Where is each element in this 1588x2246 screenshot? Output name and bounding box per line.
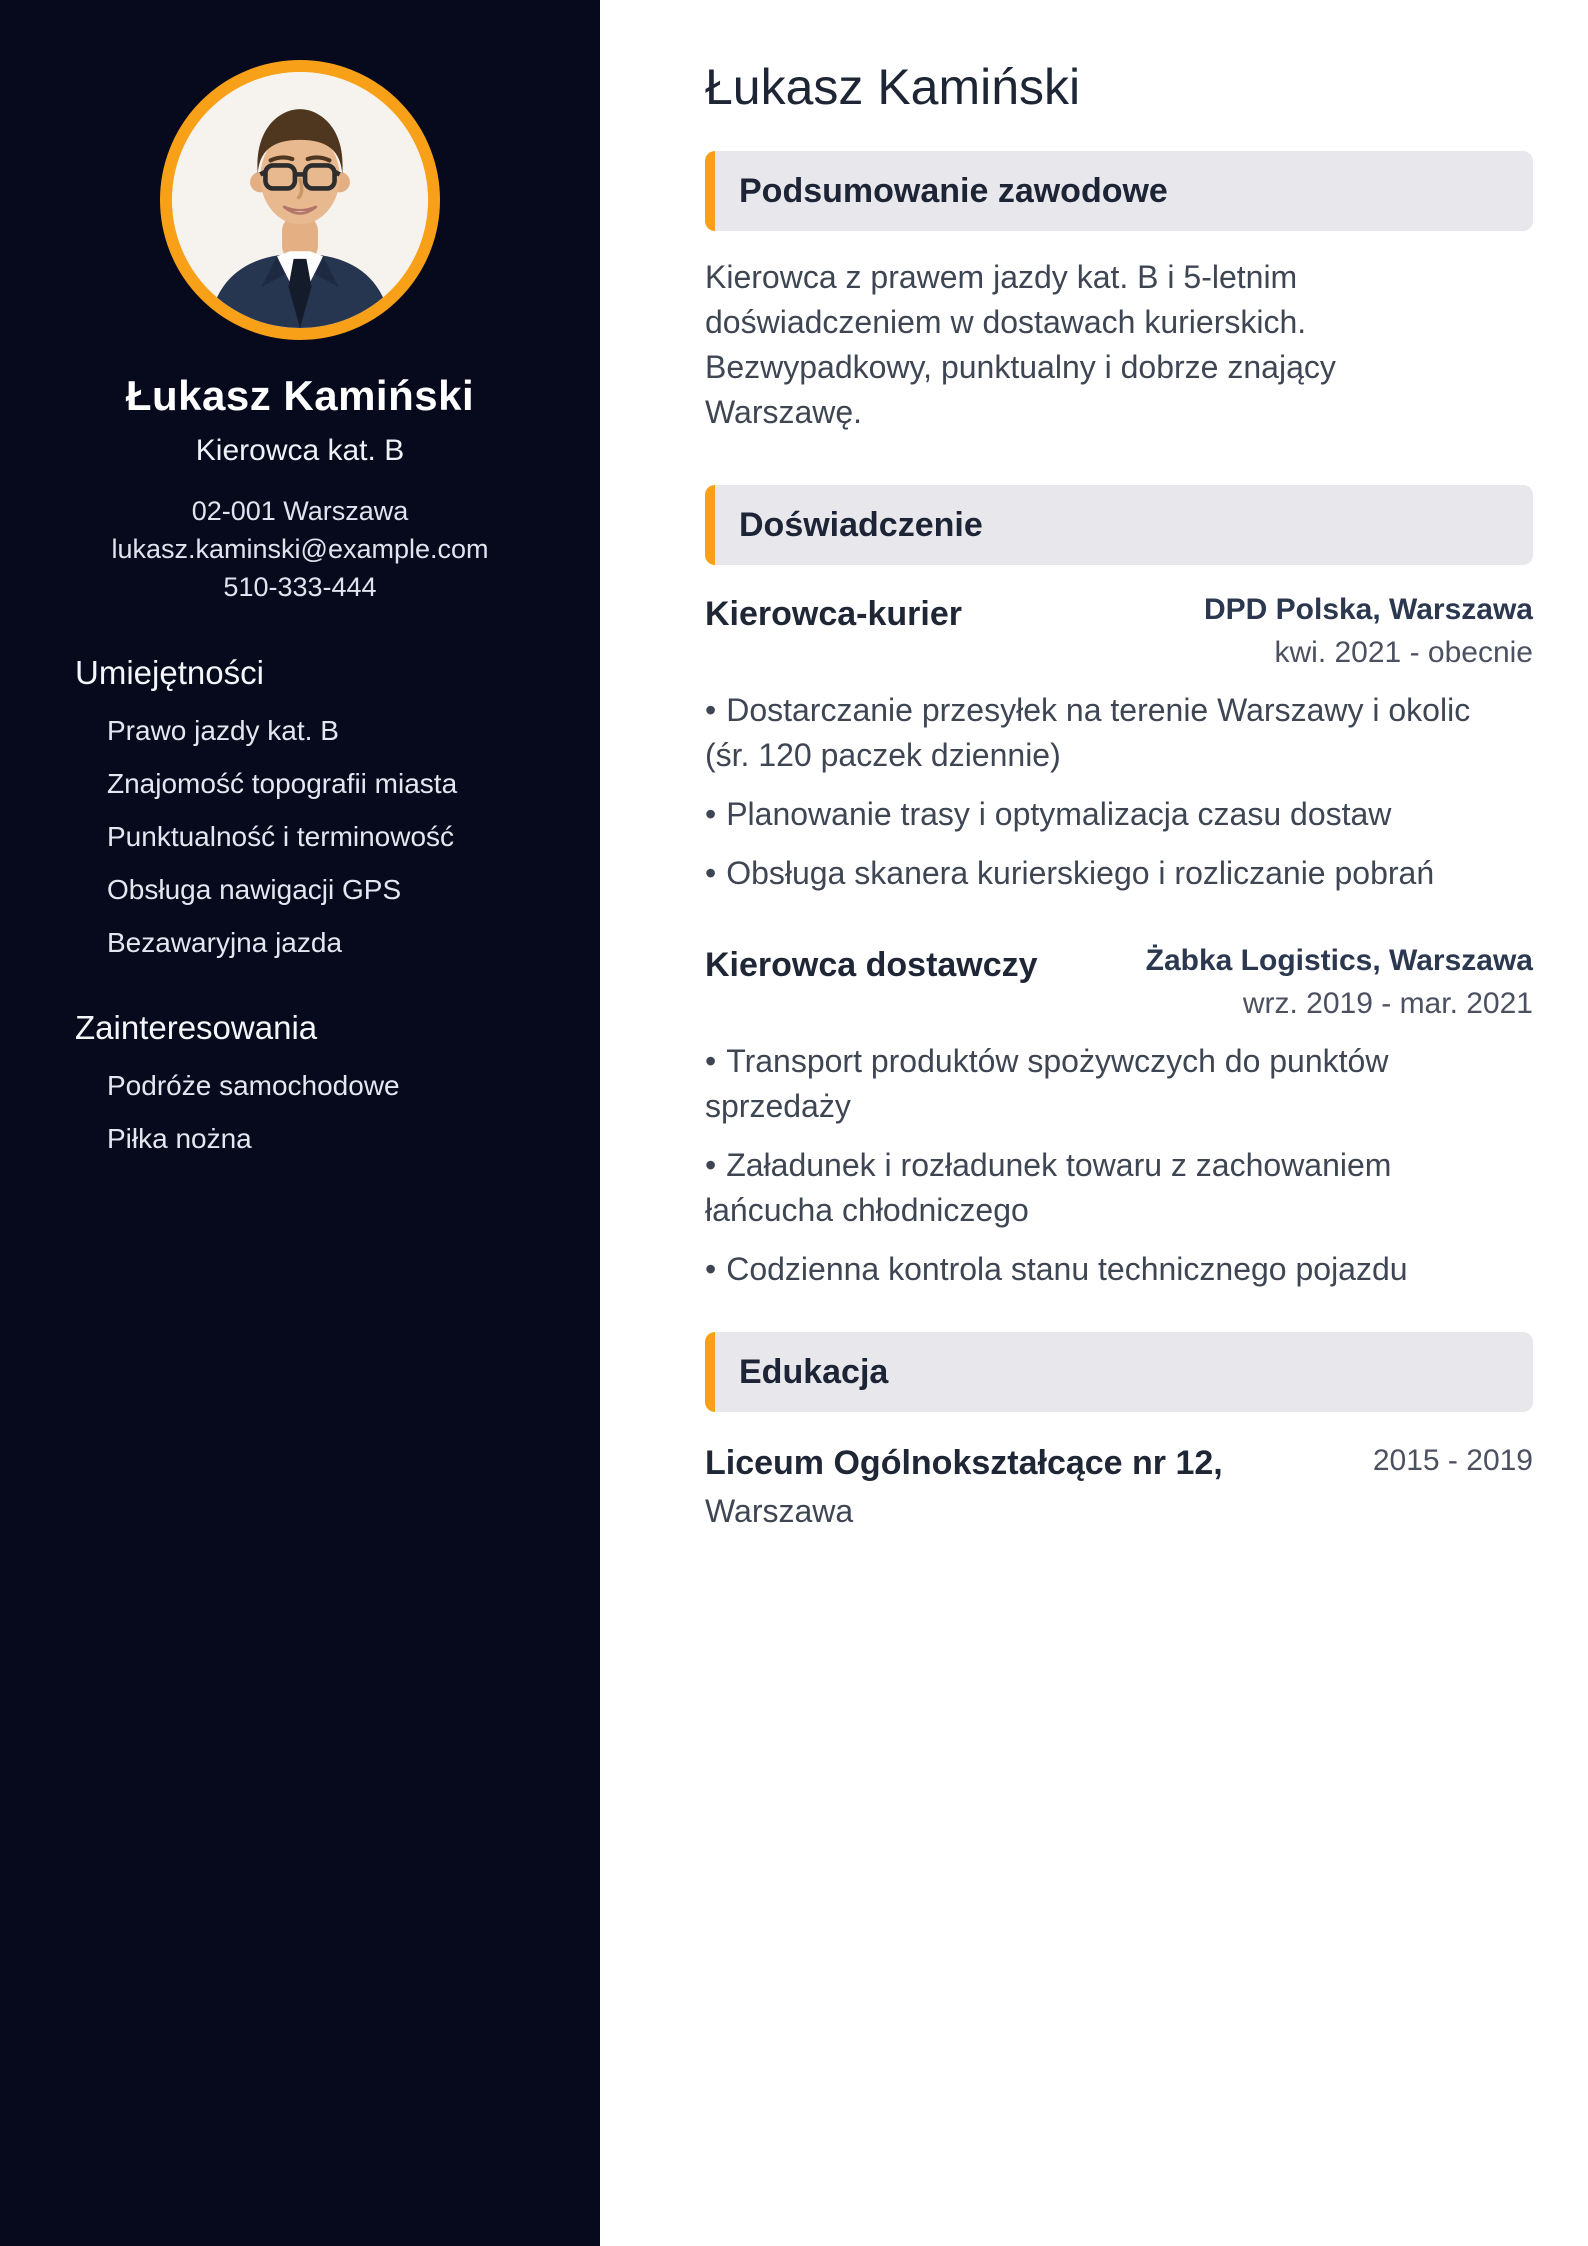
job-bullet-text: Dostarczanie przesyłek na terenie Warszawy i okolic (śr. 120 paczek dziennie) xyxy=(705,692,1471,773)
section-header-summary xyxy=(705,151,1533,231)
job-bullet-text: Obsługa skanera kurierskiego i rozliczanie pobrań xyxy=(726,855,1435,891)
skills-heading: Umiejętności xyxy=(75,654,264,691)
interest-item: Podróże samochodowe xyxy=(107,1070,400,1101)
job-company: Żabka Logistics, Warszawa xyxy=(1145,944,1533,977)
job-bullet-text: Codzienna kontrola stanu technicznego pojazdu xyxy=(726,1251,1408,1287)
page-title: Łukasz Kamiński xyxy=(705,59,1081,115)
bullet-marker: • xyxy=(705,692,717,728)
job-title: Kierowca dostawczy xyxy=(705,946,1038,984)
job-head xyxy=(705,593,1533,670)
interest-item: Piłka nożna xyxy=(107,1123,252,1154)
main-column xyxy=(600,0,1588,2246)
skills-section xyxy=(0,606,600,981)
job-bullet-text: Załadunek i rozładunek towaru z zachowaniem łańcucha chłodniczego xyxy=(705,1147,1392,1228)
skills-list xyxy=(75,716,600,958)
job-company: DPD Polska, Warszawa xyxy=(1203,593,1533,626)
experience-heading: Doświadczenie xyxy=(739,505,983,544)
job-meta xyxy=(1204,593,1533,670)
bullet-marker: • xyxy=(705,1147,717,1183)
job-bullets xyxy=(705,688,1533,896)
job-dates: kwi. 2021 - obecnie xyxy=(1274,636,1533,669)
job-bullet xyxy=(705,1039,1495,1129)
job-bullet xyxy=(705,688,1495,778)
job-meta xyxy=(1146,944,1533,1021)
job-bullets xyxy=(705,1039,1533,1292)
job-head xyxy=(705,944,1533,1021)
summary-heading: Podsumowanie zawodowe xyxy=(739,171,1168,210)
profile-photo-illustration xyxy=(172,72,428,328)
job-entry xyxy=(705,944,1533,1292)
school-city: Warszawa xyxy=(705,1493,854,1529)
job-title: Kierowca-kurier xyxy=(705,595,962,633)
section-header-experience xyxy=(705,485,1533,565)
bullet-marker: • xyxy=(705,1251,717,1287)
job-entry xyxy=(705,593,1533,896)
education-dates: 2015 - 2019 xyxy=(1372,1444,1533,1477)
contact-address: 02-001 Warszawa xyxy=(191,496,409,526)
skill-item: Prawo jazdy kat. B xyxy=(107,715,339,746)
job-dates: wrz. 2019 - mar. 2021 xyxy=(1242,987,1533,1020)
school-name: Liceum Ogólnokształcące nr 12, xyxy=(705,1444,1223,1482)
skill-item: Obsługa nawigacji GPS xyxy=(107,874,402,905)
interests-section xyxy=(0,981,600,1177)
profile-photo xyxy=(160,60,440,340)
bullet-marker: • xyxy=(705,855,717,891)
summary-text: Kierowca z prawem jazdy kat. B i 5-letnim doświadczeniem w dostawach kurierskich. Bezwypadkowy, punktualny i dobrze znający Warszawę. xyxy=(705,259,1336,430)
contact-email: lukasz.kaminski@example.com xyxy=(111,534,489,564)
skill-item: Punktualność i terminowość xyxy=(107,821,455,852)
sidebar xyxy=(0,0,600,2246)
skill-item: Znajomość topografii miasta xyxy=(107,768,458,799)
sidebar-candidate-name: Łukasz Kamiński xyxy=(125,372,475,419)
job-bullet xyxy=(705,1143,1495,1233)
interests-heading: Zainteresowania xyxy=(75,1009,318,1046)
job-bullet xyxy=(705,851,1495,896)
education-left xyxy=(705,1438,1223,1534)
job-bullet-text: Planowanie trasy i optymalizacja czasu dostaw xyxy=(726,796,1392,832)
interests-list xyxy=(75,1071,600,1154)
job-bullet xyxy=(705,792,1495,837)
job-bullet xyxy=(705,1247,1495,1292)
skill-item: Bezawaryjna jazda xyxy=(107,927,343,958)
education-entry xyxy=(705,1438,1533,1534)
sidebar-candidate-role: Kierowca kat. B xyxy=(195,434,405,467)
contact-phone: 510-333-444 xyxy=(223,572,377,602)
bullet-marker: • xyxy=(705,1043,717,1079)
job-bullet-text: Transport produktów spożywczych do punktów sprzedaży xyxy=(705,1043,1389,1124)
bullet-marker: • xyxy=(705,796,717,832)
education-heading: Edukacja xyxy=(739,1352,889,1391)
section-header-education xyxy=(705,1332,1533,1412)
contact-block xyxy=(111,492,488,606)
